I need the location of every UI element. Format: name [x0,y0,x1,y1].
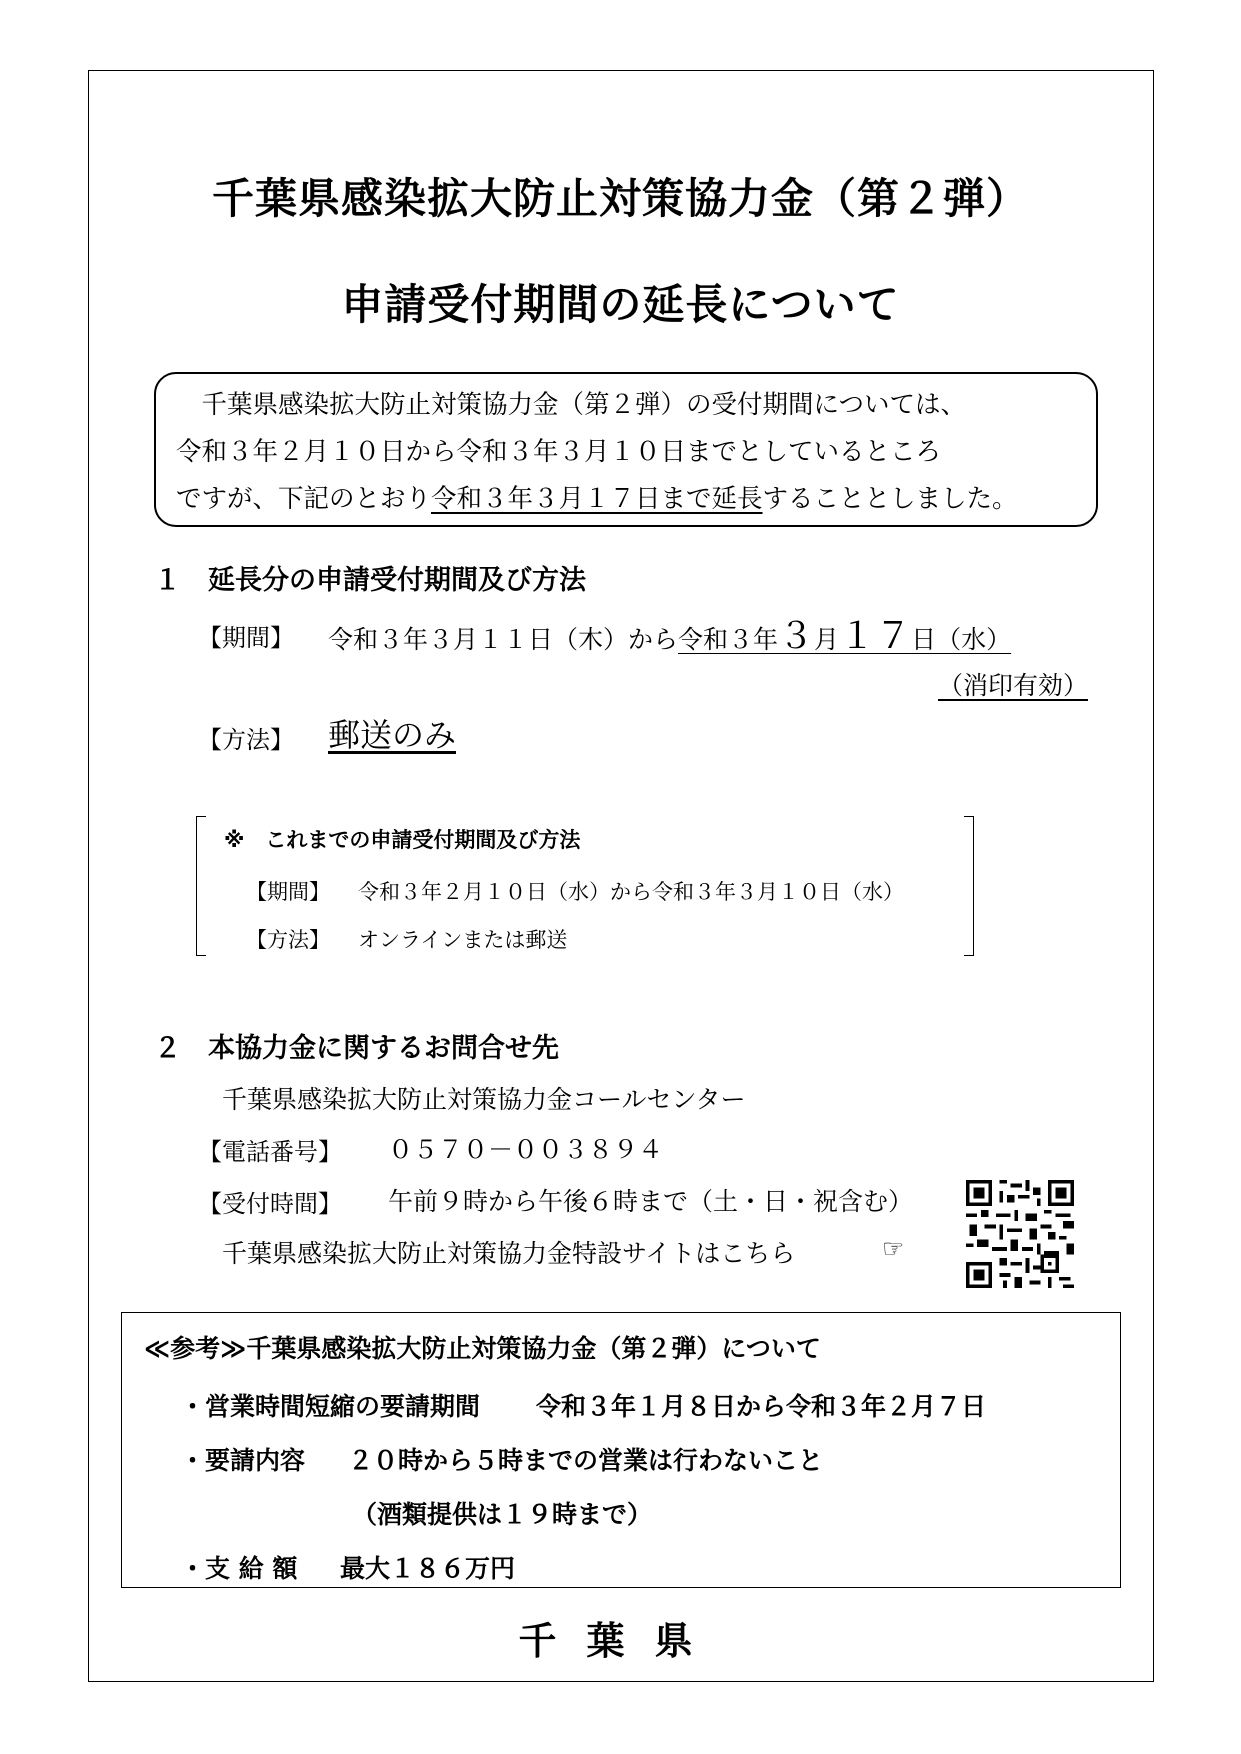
special-site-link[interactable]: 千葉県感染拡大防止対策協力金特設サイトはこちら [222,1239,796,1268]
section-2-heading: ２ 本協力金に関するお問合せ先 [154,1033,559,1064]
notice-line-2: 令和３年２月１０日から令和３年３月１０日までとしているところ [176,437,942,467]
left-bracket [196,816,206,956]
notice-box [154,372,1098,527]
phone-label: 【電話番号】 [198,1138,342,1166]
call-center-name: 千葉県感染拡大防止対策協力金コールセンター [222,1085,746,1114]
reference-item-2-label: ・要請内容 [180,1446,306,1475]
right-bracket [964,816,974,956]
period-label: 【期間】 [198,624,294,652]
previous-method-value: オンラインまたは郵送 [358,928,568,952]
period-value: 令和３年３月１１日（木）から令和３年３月１７日（水） [328,616,1012,657]
phone-number: ０５７０－００３８９４ [388,1135,664,1164]
reference-item-1-label: ・営業時間短縮の要請期間 [180,1392,481,1421]
reference-item-2-value: ２０時から５時までの営業は行わないこと [348,1446,824,1475]
previous-heading: ※ これまでの申請受付期間及び方法 [224,828,581,852]
notice-line-1: 千葉県感染拡大防止対策協力金（第２弾）の受付期間については、 [176,390,966,420]
pointing-hand-icon: ☞ [882,1234,905,1263]
previous-period-label: 【期間】 [246,880,330,904]
reference-heading: ≪参考≫千葉県感染拡大防止対策協力金（第２弾）について [144,1334,821,1363]
reference-item-3-label: ・支 給 額 [180,1554,298,1583]
reference-item-3-value: 最大１８６万円 [340,1554,516,1583]
hours-value: 午前９時から午後６時まで（土・日・祝含む） [388,1187,914,1216]
extension-highlight: 令和３年３月１７日まで延長 [431,484,763,514]
previous-method-label: 【方法】 [246,928,330,952]
section-1-heading: １ 延長分の申請受付期間及び方法 [154,565,586,596]
title-line-2: 申請受付期間の延長について [341,280,900,329]
notice-line-3: ですが、下記のとおり令和３年３月１７日まで延長することとしました。 [176,484,1018,514]
method-label: 【方法】 [198,726,294,754]
previous-method-box [196,816,974,956]
previous-period-value: 令和３年２月１０日（水）から令和３年３月１０日（水） [358,880,904,904]
reference-item-1-value: 令和３年１月８日から令和３年２月７日 [536,1392,987,1421]
reference-item-2-note: （酒類提供は１９時まで） [352,1500,653,1529]
method-value: 郵送のみ [328,716,457,754]
qr-code-icon[interactable] [966,1180,1074,1288]
title-line-1: 千葉県感染拡大防止対策協力金（第２弾） [211,174,1029,223]
reference-box [121,1312,1121,1588]
hours-label: 【受付時間】 [198,1190,342,1218]
postmark-note: （消印有効） [938,671,1089,700]
issuer-footer: 千葉県 [518,1619,723,1663]
